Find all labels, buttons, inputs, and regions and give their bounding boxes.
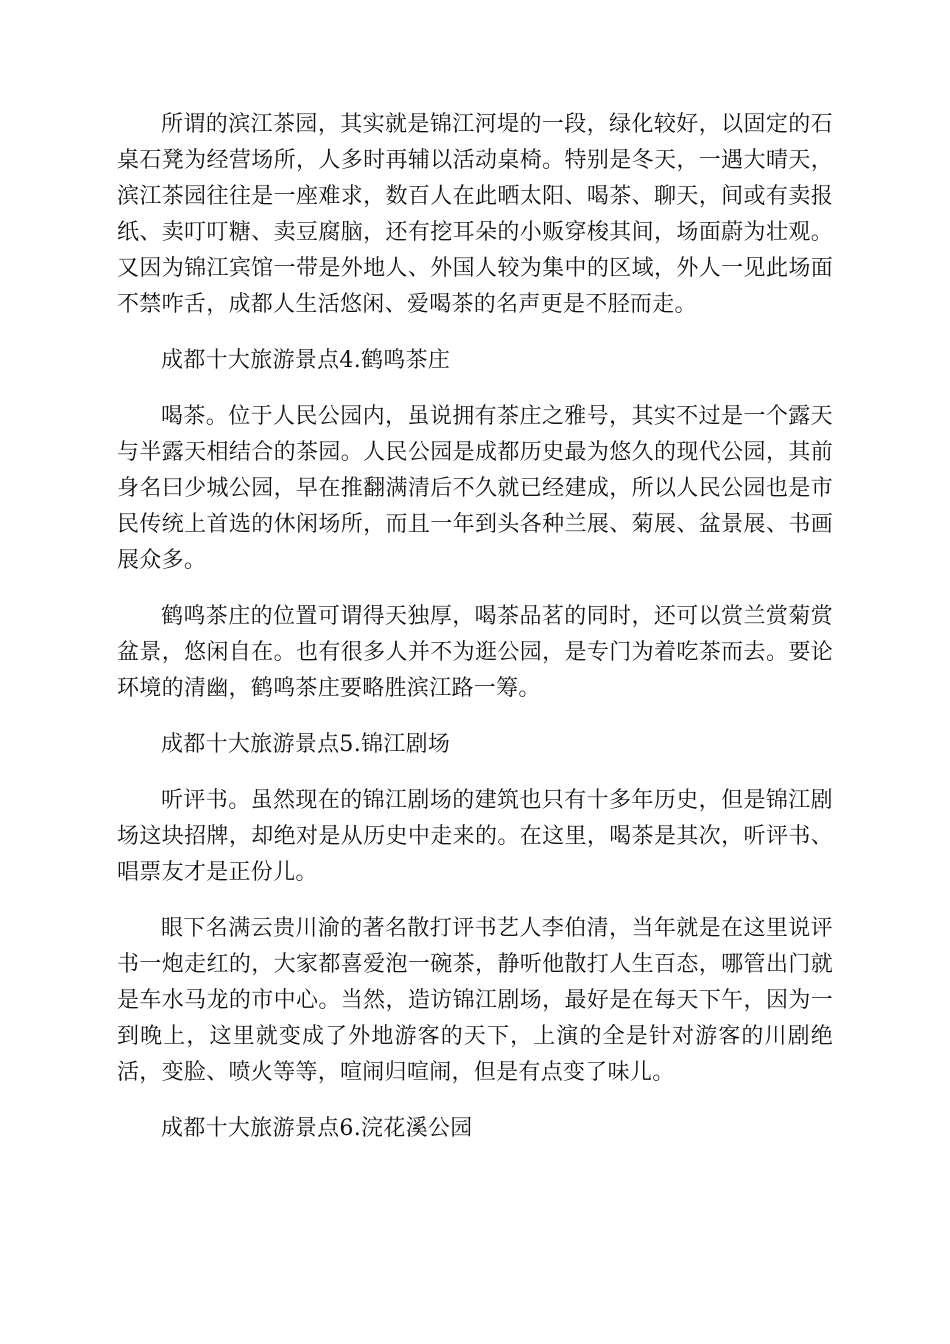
paragraph-heming-location: 鹤鸣茶庄的位置可谓得天独厚，喝茶品茗的同时，还可以赏兰赏菊赏盆景，悠闲自在。也有很多人并不为逛公园，是专门为着吃茶而去。要论环境的清幽，鹤鸣茶庄要略胜滨江路一筹。 [117, 604, 833, 701]
section-heading-heming-teahouse: 成都十大旅游景点4.鹤鸣茶庄 [161, 348, 451, 373]
paragraph-jinjiang-storyteller: 眼下名满云贵川渝的著名散打评书艺人李伯清，当年就是在这里说评书一炮走红的，大家都喜爱泡一碗茶，静听他散打人生百态，哪管出门就是车水马龙的市中心。当然，造访锦江剧场，最好是在每天下午，因为一到晚上，这里就变成了外地游客的天下，上演的全是针对游客的川剧绝活，变脸、喷火等等，喧闹归喧闹，但是有点变了味儿。 [117, 916, 833, 1085]
document-page [117, 107, 833, 1167]
paragraph-binjiang-teahouse: 所谓的滨江茶园，其实就是锦江河堤的一段，绿化较好，以固定的石桌石凳为经营场所，人多时再辅以活动桌椅。特别是冬天，一遇大晴天，滨江茶园往往是一座难求，数百人在此晒太阳、喝茶、聊天，间或有卖报纸、卖叮叮糖、卖豆腐脑，还有挖耳朵的小贩穿梭其间，场面蔚为壮观。又因为锦江宾馆一带是外地人、外国人较为集中的区域，外人一见此场面不禁咋舌，成都人生活悠闲、爱喝茶的名声更是不胫而走。 [117, 112, 833, 317]
section-heading-huanhuaxi-park: 成都十大旅游景点6.浣花溪公园 [161, 1116, 473, 1141]
paragraph-jinjiang-intro: 听评书。虽然现在的锦江剧场的建筑也只有十多年历史，但是锦江剧场这块招牌，却绝对是从历史中走来的。在这里，喝茶是其次，听评书、唱票友才是正份儿。 [117, 788, 833, 885]
paragraph-heming-intro: 喝茶。位于人民公园内，虽说拥有茶庄之雅号，其实不过是一个露天与半露天相结合的茶园。人民公园是成都历史最为悠久的现代公园，其前身名曰少城公园，早在推翻满清后不久就已经建成，所以人民公园也是市民传统上首选的休闲场所，而且一年到头各种兰展、菊展、盆景展、书画展众多。 [117, 404, 833, 573]
section-heading-jinjiang-theater: 成都十大旅游景点5.锦江剧场 [161, 732, 451, 757]
